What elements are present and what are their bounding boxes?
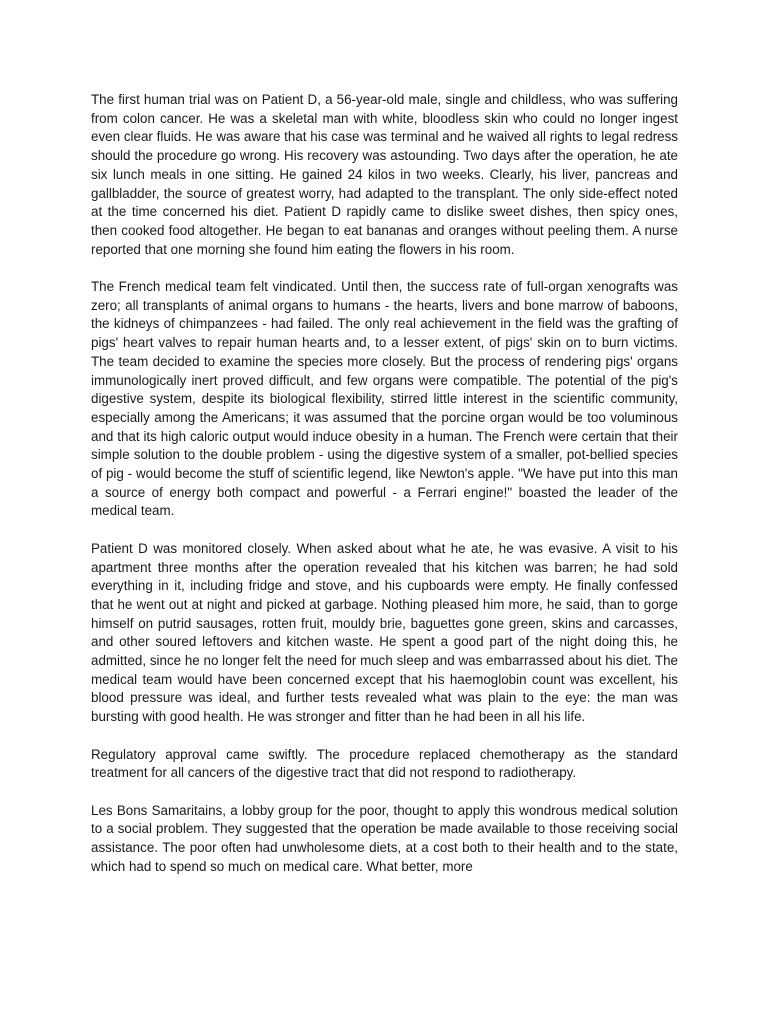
paragraph-1: The first human trial was on Patient D, a 56-year-old male, single and childless, who was suffering from colon cancer. He was a skeletal man with white, bloodless skin who could no longer ingest even clear fluids. He was aware that his case was terminal and he waived all rights to legal redress should the procedure go wrong. His recovery was astounding. Two days after the operation, he ate six lunch meals in one sitting. He gained 24 kilos in two weeks. Clearly, his liver, pancreas and gallbladder, the source of greatest worry, had adapted to the transplant. The only side-effect noted at the time concerned his diet. Patient D rapidly came to dislike sweet dishes, then spicy ones, then cooked food altogether. He began to eat bananas and oranges without peeling them. A nurse reported that one morning she found him eating the flowers in his room. [91,92,678,257]
paragraph-4: Regulatory approval came swiftly. The procedure replaced chemotherapy as the standard treatment for all cancers of the digestive tract that did not respond to radiotherapy. [91,746,678,781]
paragraph-5: Les Bons Samaritains, a lobby group for the poor, thought to apply this wondrous medical solution to a social problem. They suggested that the operation be made available to those receiving social assistance. The poor often had unwholesome diets, at a cost both to their health and to the state, which had to spend so much on medical care. What better, more [91,802,678,874]
document-page [91,91,678,876]
paragraph-3: Patient D was monitored closely. When asked about what he ate, he was evasive. A visit to his apartment three months after the operation revealed that his kitchen was barren; he had sold everything in it, including fridge and stove, and his cupboards were empty. He finally confessed that he went out at night and picked at garbage. Nothing pleased him more, he said, than to gorge himself on putrid sausages, rotten fruit, mouldy brie, baguettes gone green, skins and carcasses, and other soured leftovers and kitchen waste. He spent a good part of the night doing this, he admitted, since he no longer felt the need for much sleep and was embarrassed about his diet. The medical team would have been concerned except that his haemoglobin count was excellent, his blood pressure was ideal, and further tests revealed what was plain to the eye: the man was bursting with good health. He was stronger and fitter than he had been in all his life. [91,540,678,725]
paragraph-2: The French medical team felt vindicated. Until then, the success rate of full-organ xenografts was zero; all transplants of animal organs to humans - the hearts, livers and bone marrow of baboons, the kidneys of chimpanzees - had failed. The only real achievement in the field was the grafting of pigs' heart valves to repair human hearts and, to a lesser extent, of pigs' skin on to burn victims. The team decided to examine the species more closely. But the process of rendering pigs' organs immunologically inert proved difficult, and few organs were compatible. The potential of the pig's digestive system, despite its biological flexibility, stirred little interest in the scientific community, especially among the Americans; it was assumed that the porcine organ would be too voluminous and that its high caloric output would induce obesity in a human. The French were certain that their simple solution to the double problem - using the digestive system of a smaller, pot-bellied species of pig - would become the stuff of scientific legend, like Newton's apple. "We have put into this man a source of energy both compact and powerful - a Ferrari engine!" boasted the leader of the medical team. [91,279,678,519]
